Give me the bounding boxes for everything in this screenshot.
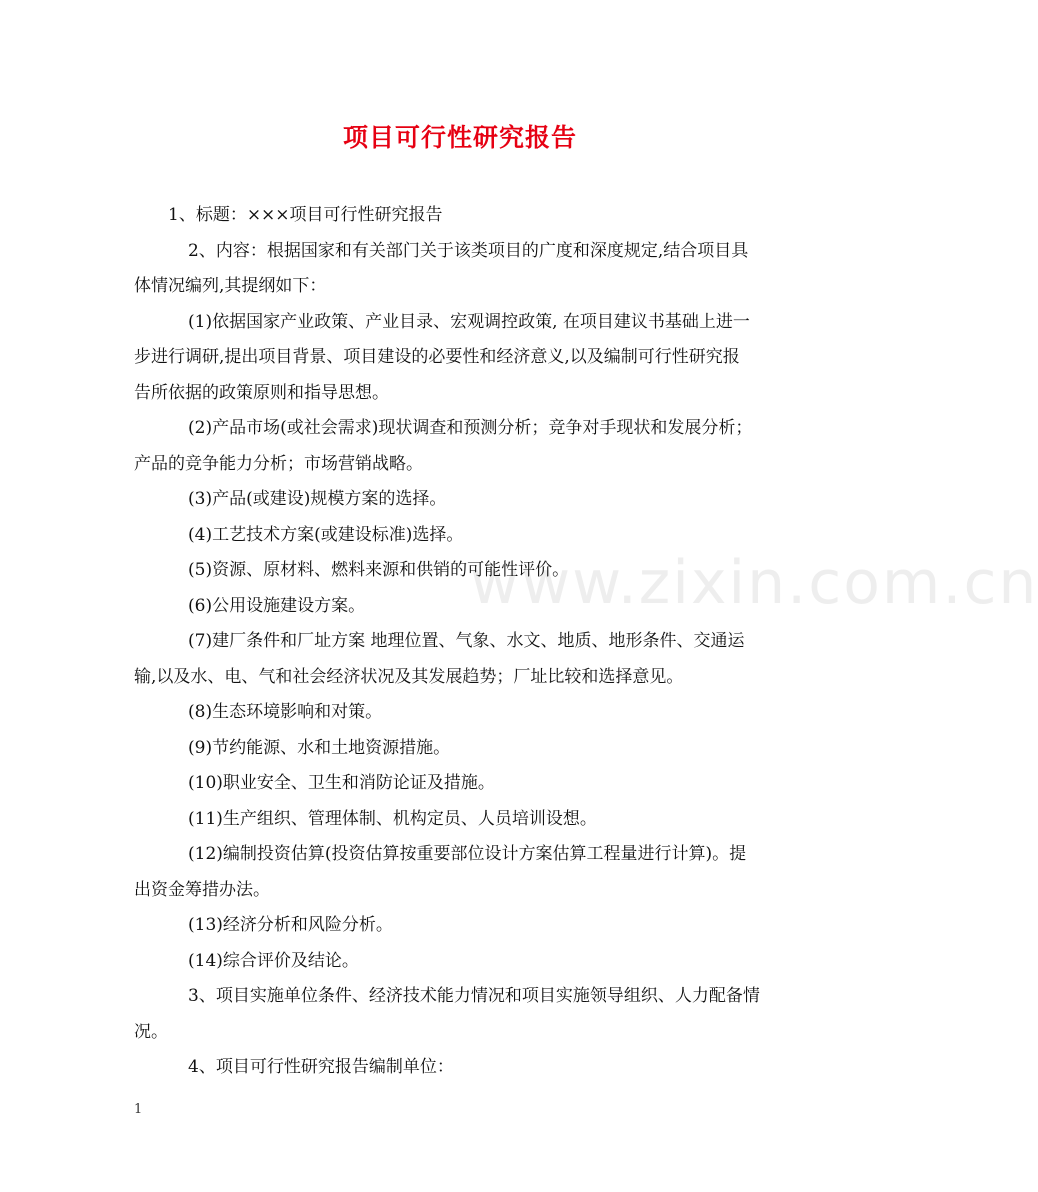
paragraph-line: 步进行调研,提出项目背景、项目建设的必要性和经济意义,以及编制可行性研究报	[134, 347, 740, 367]
paragraph-line: (11)生产组织、管理体制、机构定员、人员培训设想。	[188, 808, 597, 829]
paragraph-line: (13)经济分析和风险分析。	[188, 915, 393, 935]
paragraph-line: (3)产品(或建设)规模方案的选择。	[188, 489, 447, 509]
paragraph-line: 出资金筹措办法。	[134, 879, 270, 900]
paragraph-line: 输,以及水、电、气和社会经济状况及其发展趋势；厂址比较和选择意见。	[134, 666, 684, 687]
paragraph-line: (6)公用设施建设方案。	[188, 595, 366, 616]
page-number: 1	[134, 1102, 143, 1117]
paragraph-line: (2)产品市场(或社会需求)现状调查和预测分析；竞争对手现状和发展分析；	[188, 418, 753, 438]
paragraph-line: (10)职业安全、卫生和消防论证及措施。	[188, 773, 495, 793]
paragraph-line: (4)工艺技术方案(或建设标准)选择。	[188, 524, 464, 545]
paragraph-line: 况。	[134, 1021, 168, 1042]
paragraph-line: 2、内容：根据国家和有关部门关于该类项目的广度和深度规定,结合项目具	[188, 240, 749, 261]
paragraph-line: 体情况编列,其提纲如下：	[134, 276, 327, 296]
paragraph-line: 产品的竞争能力分析；市场营销战略。	[134, 453, 423, 474]
watermark: www.zixin.com.cn	[470, 548, 1038, 618]
paragraph-line: 4、项目可行性研究报告编制单位：	[188, 1057, 454, 1077]
paragraph-line: (5)资源、原材料、燃料来源和供销的可能性评价。	[188, 560, 570, 580]
paragraph-line: 告所依据的政策原则和指导思想。	[134, 382, 389, 403]
document-body	[134, 198, 794, 1086]
paragraph-line: (12)编制投资估算(投资估算按重要部位设计方案估算工程量进行计算)。提	[188, 844, 747, 864]
paragraph-line: (8)生态环境影响和对策。	[188, 702, 383, 722]
paragraph-line: (14)综合评价及结论。	[188, 950, 359, 971]
paragraph-line: (1)依据国家产业政策、产业目录、宏观调控政策, 在项目建议书基础上进一	[188, 311, 750, 332]
paragraph-line: 3、项目实施单位条件、经济技术能力情况和项目实施领导组织、人力配备情	[188, 986, 760, 1006]
document-title: 项目可行性研究报告	[342, 123, 577, 152]
paragraph-line: 1、标题：×××项目可行性研究报告	[168, 205, 443, 225]
paragraph-line: (9)节约能源、水和土地资源措施。	[188, 737, 451, 758]
paragraph-line: (7)建厂条件和厂址方案 地理位置、气象、水文、地质、地形条件、交通运	[188, 631, 745, 651]
